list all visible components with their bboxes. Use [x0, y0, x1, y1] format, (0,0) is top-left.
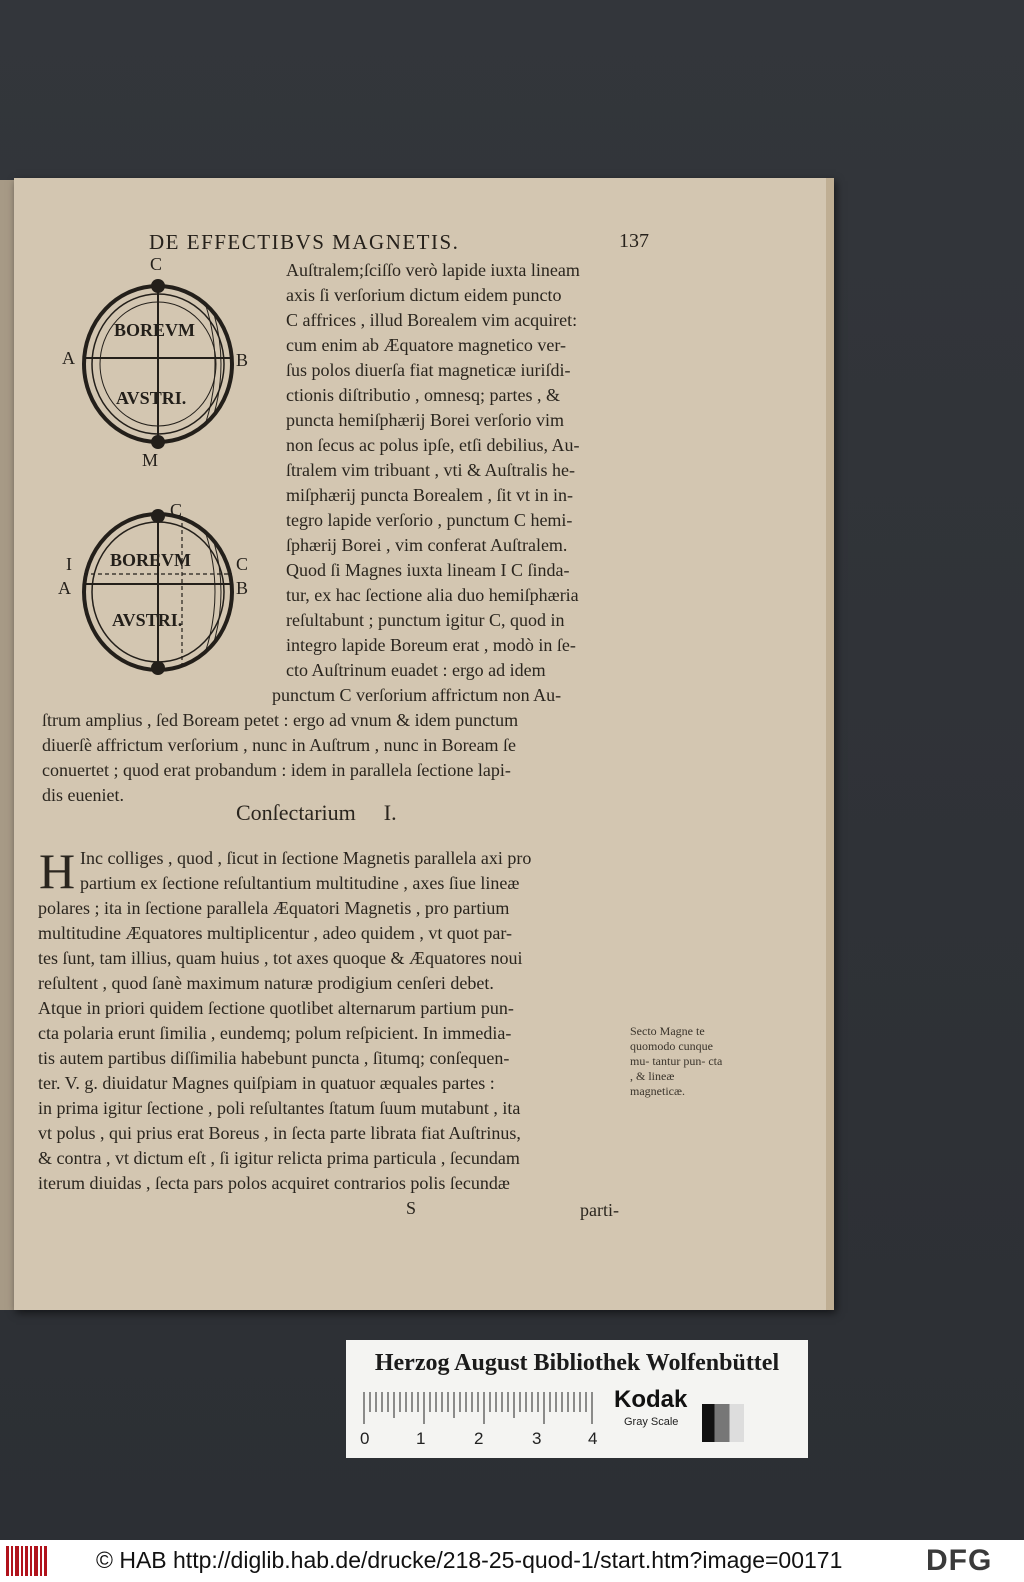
ruler-scale [360, 1390, 600, 1450]
ruler-number-4: 4 [588, 1429, 598, 1448]
catchword: parti- [580, 1200, 619, 1220]
sphere-bottom-austri: AVSTRI. [112, 610, 183, 630]
section-heading-title: Conſectarium [236, 800, 356, 825]
text-line: ter. V. g. diuidatur Magnes quiſpiam in quatuor æquales partes : [38, 1073, 495, 1093]
diagram-sphere-top [56, 256, 276, 476]
text-line: ſtrum amplius , ſed Boream petet : ergo ad vnum & idem punctum [42, 710, 519, 730]
running-head: DE EFFECTIBVS MAGNETIS. [149, 230, 460, 254]
sphere-top-boreum: BOREVM [114, 320, 195, 340]
text-line: conuertet ; quod erat probandum : idem in parallela ſectione lapi- [42, 760, 511, 780]
text-line: reſultent , quod ſanè maximum naturæ prodigium cenſeri debet. [38, 973, 494, 993]
text-line: & contra , vt dictum eſt , ſi igitur relicta prima particula , ſecundam [38, 1148, 520, 1168]
text-line: diuerſè affrictum verſorium , nunc in Auſtrum , nunc in Boream ſe [42, 735, 517, 755]
text-line: punctum C verſorium affrictum non Au- [272, 685, 562, 705]
sphere-top-letter-b: B [236, 350, 249, 370]
gray-scale-patch [702, 1404, 744, 1442]
text-line: partium ex ſectione reſultantium multitudine , axes ſiue lineæ [80, 873, 520, 893]
text-line: miſphærij puncta Borealem , ſit vt in in- [286, 485, 573, 505]
library-scale-card [346, 1340, 808, 1458]
text-line: ſphærij Borei , vim conferat Auſtralem. [286, 535, 568, 555]
barcode-icon [6, 1546, 48, 1576]
text-line: puncta hemiſphærij Borei verſorio vim [286, 410, 564, 430]
page-edge [0, 180, 14, 1310]
text-line: integro lapide Boreum erat , modò in ſe- [286, 635, 576, 655]
text-line: Auſtralem;ſciſſo verò lapide iuxta lineam [286, 260, 580, 280]
text-line: tis autem partibus diſſimilia habebunt puncta , ſitumq; conſequen- [38, 1048, 510, 1068]
text-line: tes ſunt, tam illius, quam huius , tot axes quoque & Æquatores noui [38, 948, 523, 968]
section-heading [236, 800, 397, 826]
book-page [14, 178, 834, 1310]
drop-capital: H [39, 843, 76, 899]
text-line: cta polaria erunt ſimilia , eundemq; polum reſpicient. In immedia- [38, 1023, 512, 1043]
source-url[interactable]: © HAB http://diglib.hab.de/drucke/218-25-quod-1/start.htm?image=00171 [96, 1547, 843, 1573]
ruler-number-0: 0 [360, 1429, 370, 1448]
sphere-bottom-letter-i: I [66, 554, 72, 574]
text-line: iterum diuidas , ſecta pars polos acquiret contrarios polis ſecundæ [38, 1173, 510, 1193]
sphere-top-shape [84, 279, 232, 449]
library-name: Herzog August Bibliothek Wolfenbüttel [374, 1350, 780, 1376]
sphere-bottom-letter-c-top: C [170, 500, 183, 520]
text-line: tegro lapide verſorio , punctum C hemi- [286, 510, 573, 530]
footer-bar [0, 1540, 1024, 1582]
kodak-logo: Kodak [614, 1386, 688, 1413]
sphere-top-letter-c: C [150, 256, 163, 274]
text-line: Quod ſi Magnes iuxta lineam I C ſinda- [286, 560, 570, 580]
sphere-top-letter-a: A [62, 348, 75, 368]
ruler-number-2: 2 [474, 1429, 484, 1448]
text-line: in prima igitur ſectione , poli reſultantes ſtatum ſuum mutabunt , ita [38, 1098, 521, 1118]
section-heading-number: I. [383, 800, 397, 825]
text-line: reſultabunt ; punctum igitur C, quod in [286, 610, 565, 630]
ruler-number-1: 1 [416, 1429, 426, 1448]
margin-note: Secto Magne te quomodo cunque mu- tantur pun- cta , & lineæ magneticæ. [630, 1024, 723, 1098]
text-line: dis eueniet. [42, 785, 124, 805]
dfg-logo: DFG [926, 1544, 993, 1577]
text-line: vt polus , qui prius erat Boreus , in ſecta parte librata fiat Auſtrinus, [38, 1123, 521, 1143]
sphere-bottom-letter-a: A [58, 578, 71, 598]
text-line: non ſecus ac polus ipſe, etſi debilius, Au- [286, 435, 580, 455]
gray-scale-label: Gray Scale [624, 1416, 679, 1428]
text-line: Atque in priori quidem ſectione quotlibet alternarum partium pun- [38, 998, 514, 1018]
sphere-top-letter-m: M [142, 450, 159, 470]
text-line: Inc colliges , quod , ſicut in ſectione Magnetis parallela axi pro [80, 848, 532, 868]
text-line: multitudine Æquatores multiplicentur , adeo quidem , vt quot par- [38, 923, 513, 943]
signature-mark: S [406, 1198, 417, 1218]
text-line: axis ſi verſorium dictum eidem puncto [286, 285, 562, 305]
sphere-bottom-shape [84, 509, 232, 675]
text-line: ſus polos diuerſa fiat magneticæ iuriſdi- [286, 360, 571, 380]
text-line: ctionis diſtributio , omnesq; partes , & [286, 385, 560, 405]
text-line: cto Auſtrinum euadet : ergo ad idem [286, 660, 546, 680]
text-line: C affrices , illud Borealem vim acquiret: [286, 310, 578, 330]
page-number: 137 [619, 230, 649, 252]
ruler-number-3: 3 [532, 1429, 542, 1448]
sphere-bottom-boreum: BOREVM [110, 550, 191, 570]
text-line: tur, ex hac ſectione alia duo hemiſphæria [286, 585, 579, 605]
text-line: cum enim ab Æquatore magnetico ver- [286, 335, 567, 355]
diagram-sphere-bottom [56, 498, 276, 678]
sphere-bottom-letter-b: B [236, 578, 249, 598]
text-line: ſtralem vim tribuant , vti & Auſtralis he- [286, 460, 575, 480]
sphere-bottom-letter-c-right: C [236, 554, 249, 574]
text-line: polares ; ita in ſectione parallela Æquatori Magnetis , pro partium [38, 898, 510, 918]
sphere-top-austri: AVSTRI. [116, 388, 187, 408]
